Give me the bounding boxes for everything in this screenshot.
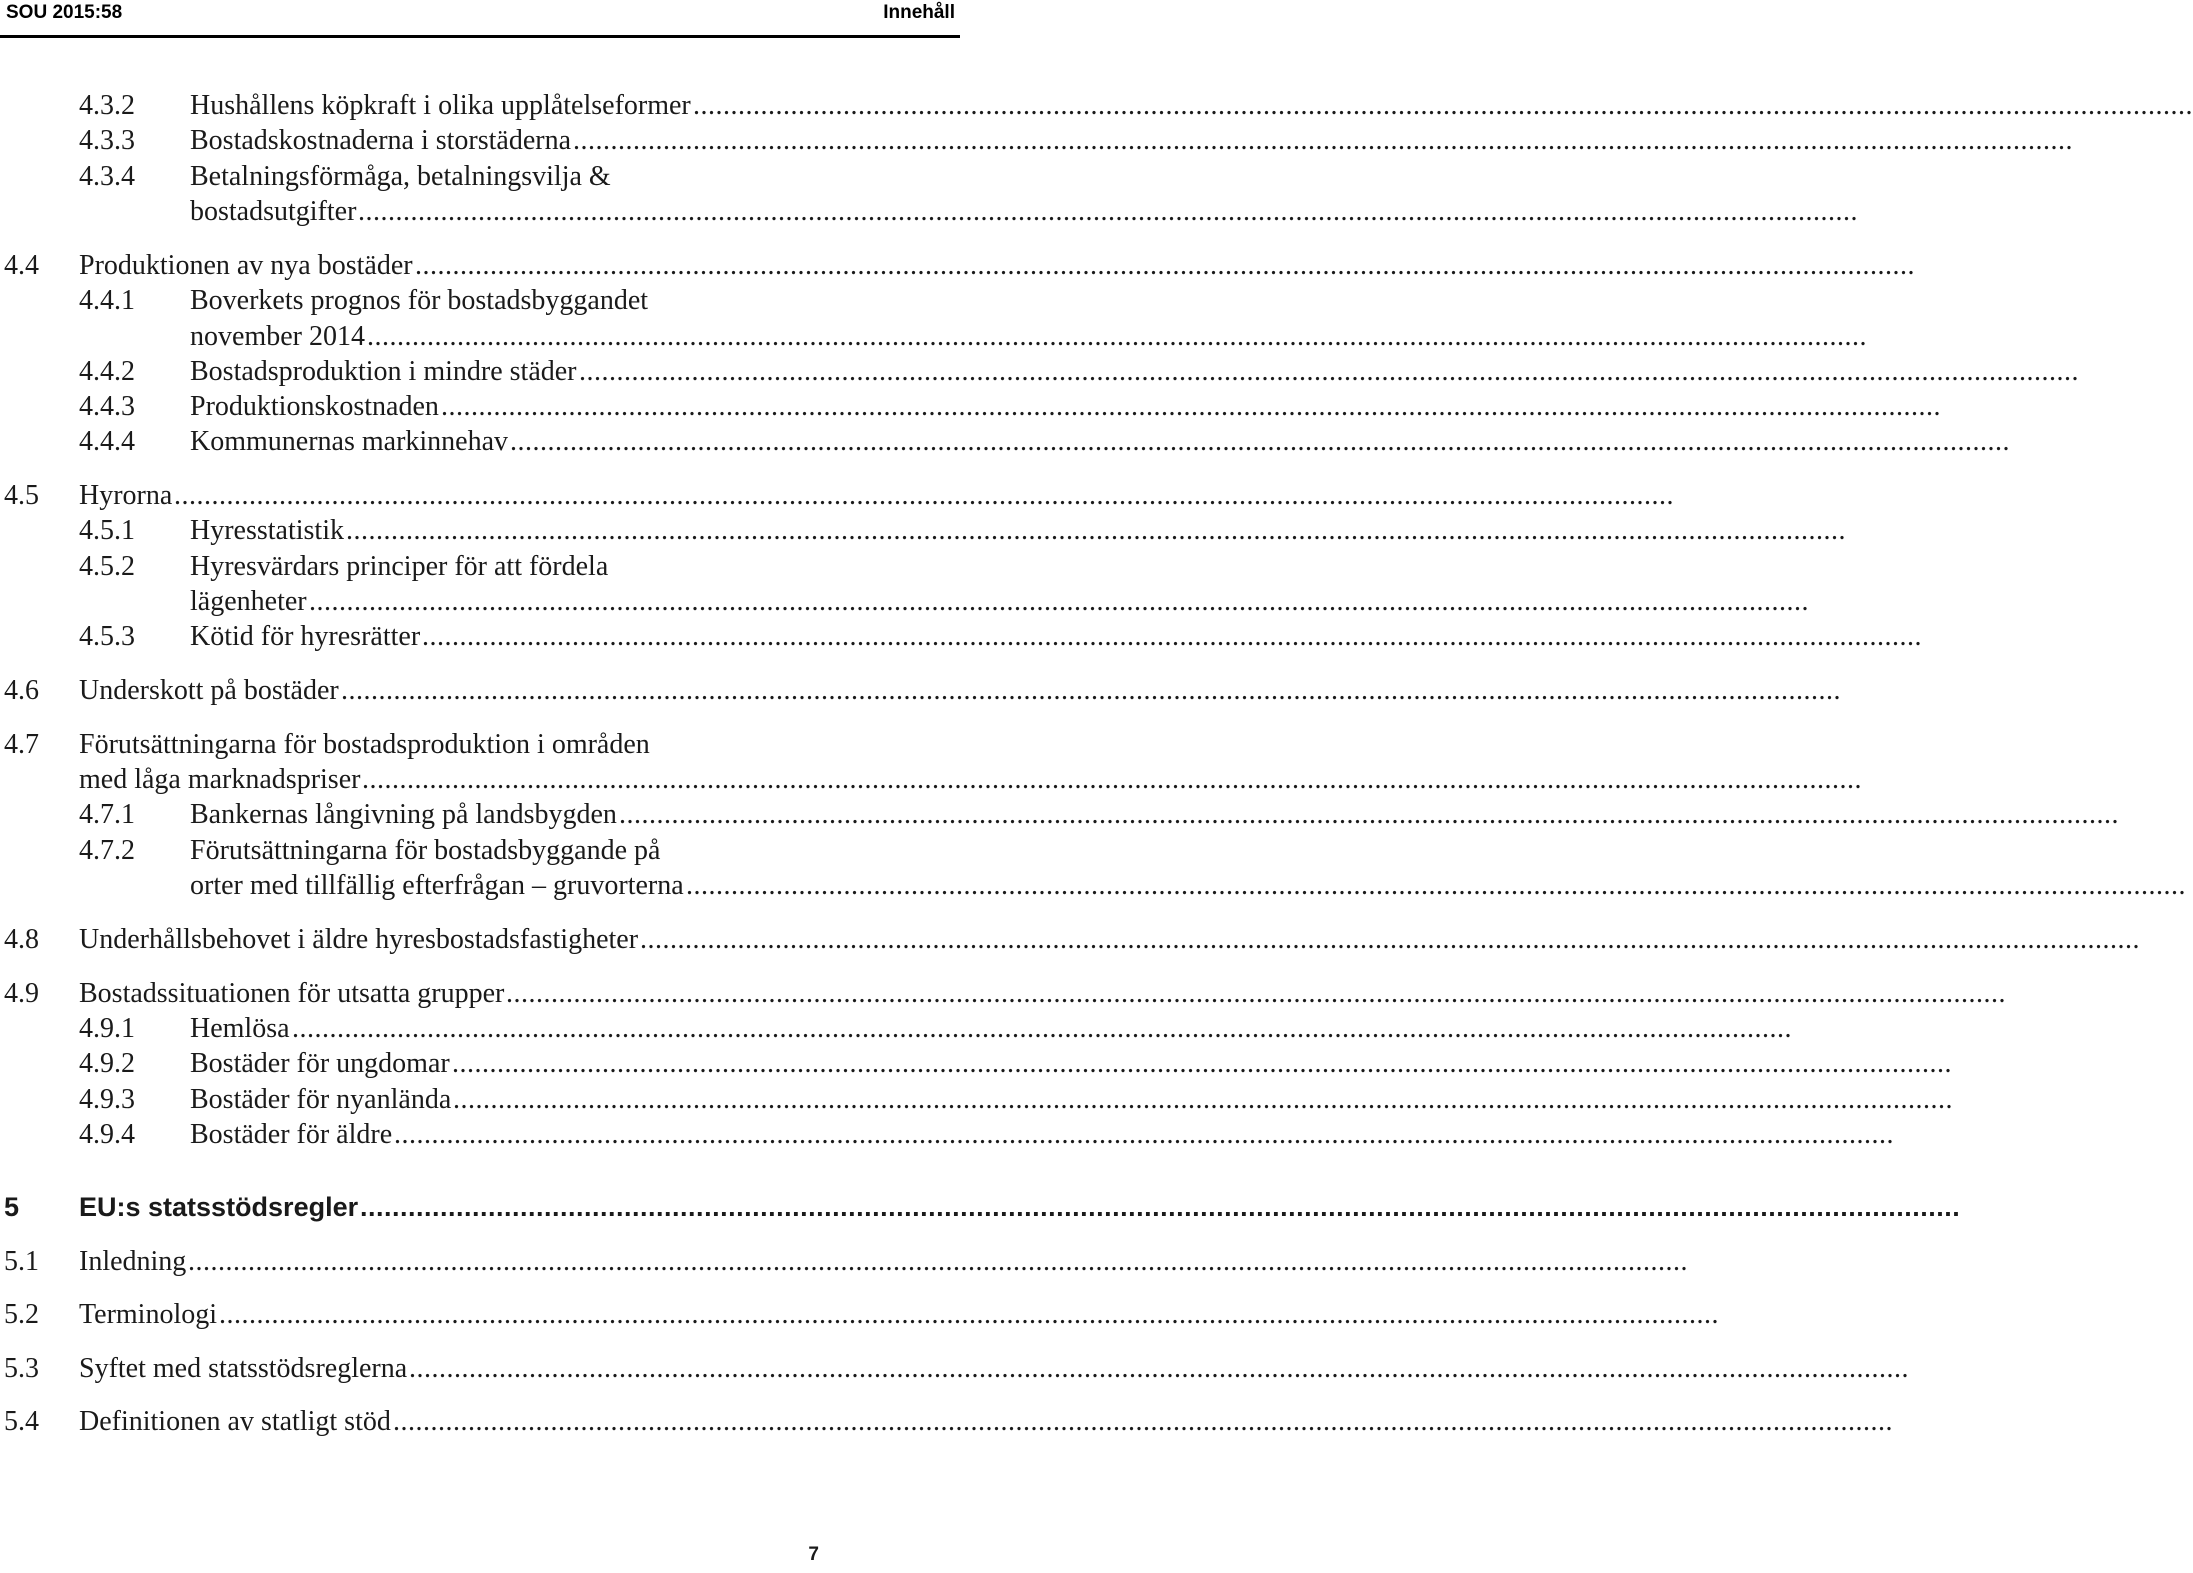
toc-section-title: bostadsutgifter bbox=[190, 196, 357, 227]
toc-section-title: Kommunernas markinnehav bbox=[190, 426, 509, 457]
toc-dot-leader: ........................................................................................................................................................................................................ bbox=[341, 675, 1841, 706]
toc-section-number: 4.9 bbox=[4, 978, 39, 1009]
toc-section-title: Bostäder för nyanlända bbox=[190, 1084, 452, 1115]
toc-section-title: Hyresvärdars principer för att fördela bbox=[190, 551, 609, 582]
running-header-report-id: SOU 2015:58 bbox=[6, 2, 123, 23]
toc-dot-leader: ........................................................................................................................................................................................................ bbox=[415, 250, 1915, 281]
toc-section-number: 4.6 bbox=[4, 675, 39, 706]
toc-dot-leader: ........................................................................................................................................................................................................ bbox=[453, 1084, 1953, 1115]
toc-section-title: Hushållens köpkraft i olika upplåtelseformer bbox=[190, 90, 691, 121]
toc-section-number: 4.3.2 bbox=[79, 90, 135, 121]
toc-section-number: 4.4.1 bbox=[79, 285, 135, 316]
toc-dot-leader: ........................................................................................................................................................................................................ bbox=[693, 90, 2193, 121]
toc-dot-leader: ........................................................................................................................................................................................................ bbox=[409, 1353, 1909, 1384]
toc-section-number: 4.7 bbox=[4, 729, 39, 760]
toc-section-number: 4.4.2 bbox=[79, 356, 135, 387]
toc-dot-leader: ........................................................................................................................................................................................................ bbox=[640, 924, 2140, 955]
toc-section-title: Bostäder för äldre bbox=[190, 1119, 393, 1150]
toc-section-title: Hyrorna bbox=[79, 480, 173, 511]
toc-section-number: 4.5.1 bbox=[79, 515, 135, 546]
toc-dot-leader: ........................................................................................................................................................................................................ bbox=[367, 321, 1867, 352]
toc-dot-leader: ........................................................................................................................................................................................................ bbox=[619, 799, 2119, 830]
toc-section-number: 5 bbox=[4, 1192, 20, 1222]
toc-section-number: 4.4 bbox=[4, 250, 39, 281]
toc-dot-leader: ........................................................................................................................................................................................................ bbox=[441, 391, 1941, 422]
toc-section-title: orter med tillfällig efterfrågan – gruvorterna bbox=[190, 870, 684, 901]
toc-section-title: Betalningsförmåga, betalningsvilja & bbox=[190, 161, 611, 192]
toc-section-title: Förutsättningarna för bostadsbyggande på bbox=[190, 835, 661, 866]
toc-section-number: 4.3.3 bbox=[79, 125, 135, 156]
toc-section-title: Förutsättningarna för bostadsproduktion i områden bbox=[79, 729, 650, 760]
toc-dot-leader: ........................................................................................................................................................................................................ bbox=[174, 480, 1674, 511]
toc-section-title: med låga marknadspriser bbox=[79, 764, 361, 795]
toc-section-number: 4.5.2 bbox=[79, 551, 135, 582]
toc-dot-leader: ........................................................................................................................................................................................................ bbox=[686, 870, 2186, 901]
toc-section-number: 5.4 bbox=[4, 1406, 39, 1437]
toc-dot-leader: ........................................................................................................................................................................................................ bbox=[346, 515, 1846, 546]
toc-section-title: Inledning bbox=[79, 1246, 187, 1277]
toc-dot-leader: ........................................................................................................................................................................................................ bbox=[393, 1406, 1893, 1437]
toc-section-title: Definitionen av statligt stöd bbox=[79, 1406, 391, 1437]
toc-section-title: Hemlösa bbox=[190, 1013, 290, 1044]
toc-section-number: 4.9.2 bbox=[79, 1048, 135, 1079]
toc-section-title: Kötid för hyresrätter bbox=[190, 621, 421, 652]
toc-section-title: Bostadsproduktion i mindre städer bbox=[190, 356, 577, 387]
toc-section-title: Boverkets prognos för bostadsbyggandet bbox=[190, 285, 649, 316]
toc-dot-leader: ........................................................................................................................................................................................................ bbox=[309, 586, 1809, 617]
toc-dot-leader: ........................................................................................................................................................................................................ bbox=[358, 196, 1858, 227]
toc-section-title: Terminologi bbox=[79, 1299, 218, 1330]
toc-section-title: Hyresstatistik bbox=[190, 515, 344, 546]
toc-section-number: 4.9.4 bbox=[79, 1119, 135, 1150]
toc-section-number: 4.9.1 bbox=[79, 1013, 135, 1044]
toc-dot-leader: ........................................................................................................................................................................................................ bbox=[506, 978, 2006, 1009]
toc-dot-leader: ........................................................................................................................................................................................................ bbox=[394, 1119, 1894, 1150]
toc-section-title: Bostadskostnaderna i storstäderna bbox=[190, 125, 572, 156]
toc-section-title: Bostadssituationen för utsatta grupper bbox=[79, 978, 505, 1009]
toc-section-number: 4.8 bbox=[4, 924, 39, 955]
running-header-section: Innehåll bbox=[883, 2, 955, 23]
toc-section-title: lägenheter bbox=[190, 586, 307, 617]
toc-section-title: Underhållsbehovet i äldre hyresbostadsfastigheter bbox=[79, 924, 639, 955]
toc-section-number: 4.7.1 bbox=[79, 799, 135, 830]
toc-dot-leader: ........................................................................................................................................................................................................ bbox=[362, 764, 1862, 795]
toc-section-number: 5.3 bbox=[4, 1353, 39, 1384]
toc-section-title: Underskott på bostäder bbox=[79, 675, 339, 706]
toc-dot-leader: ........................................................................................................................................................................................................ bbox=[188, 1246, 1688, 1277]
toc-section-title: Produktionskostnaden bbox=[190, 391, 439, 422]
toc-section-number: 4.4.3 bbox=[79, 391, 135, 422]
toc-dot-leader: ........................................................................................................................................................................................................ bbox=[579, 356, 2079, 387]
toc-section-title: Bostäder för ungdomar bbox=[190, 1048, 450, 1079]
toc-dot-leader: ........................................................................................................................................................................................................ bbox=[360, 1192, 1961, 1222]
toc-section-title: november 2014 bbox=[190, 321, 365, 352]
toc-dot-leader: ........................................................................................................................................................................................................ bbox=[573, 125, 2073, 156]
toc-section-number: 4.5.3 bbox=[79, 621, 135, 652]
toc-dot-leader: ........................................................................................................................................................................................................ bbox=[510, 426, 2010, 457]
toc-section-title: Syftet med statsstödsreglerna bbox=[79, 1353, 408, 1384]
toc-section-number: 5.2 bbox=[4, 1299, 39, 1330]
toc-section-title: Bankernas långivning på landsbygden bbox=[190, 799, 617, 830]
toc-dot-leader: ........................................................................................................................................................................................................ bbox=[219, 1299, 1719, 1330]
toc-section-number: 4.7.2 bbox=[79, 835, 135, 866]
toc-section-title: Produktionen av nya bostäder bbox=[79, 250, 413, 281]
toc-section-number: 4.5 bbox=[4, 480, 39, 511]
toc-section-number: 4.9.3 bbox=[79, 1084, 135, 1115]
toc-section-title: EU:s statsstödsregler bbox=[79, 1192, 359, 1222]
toc-section-number: 4.4.4 bbox=[79, 426, 135, 457]
toc-dot-leader: ........................................................................................................................................................................................................ bbox=[452, 1048, 1952, 1079]
toc-dot-leader: ........................................................................................................................................................................................................ bbox=[422, 621, 1922, 652]
toc-section-number: 4.3.4 bbox=[79, 161, 135, 192]
toc-section-number: 5.1 bbox=[4, 1246, 39, 1277]
page-number: 7 bbox=[808, 1544, 819, 1565]
toc-dot-leader: ........................................................................................................................................................................................................ bbox=[292, 1013, 1792, 1044]
